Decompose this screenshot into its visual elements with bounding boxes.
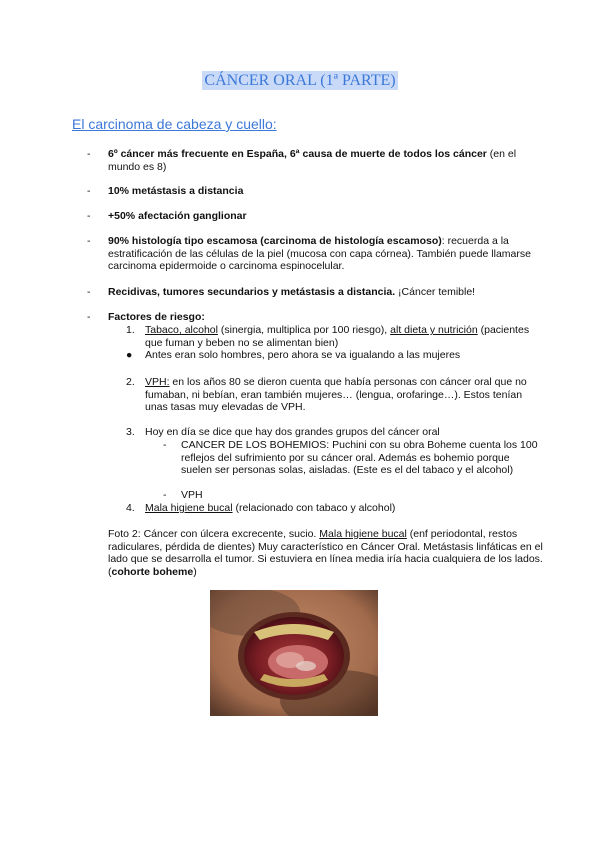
- risk-factor-3-sub: - CANCER DE LOS BOHEMIOS: Puchini con su obra Boheme cuenta los 100 reflejos del sufrimiento por su cáncer oral. Además es bohemio porque suelen ser personas solas, aisladas. (Este es el del tabaco y el alcohol): [163, 439, 538, 477]
- photo-caption: Foto 2: Cáncer con úlcera excrecente, sucio. Mala higiene bucal (enf periodontal, restos radiculares, pérdida de dientes) Muy característico en Cáncer Oral. Metástasis linfáticas en el lado que se desarrolla el tumor. Si estuviera en línea media iría hacia cualquiera de los lados. (cohorte boheme): [108, 528, 543, 578]
- risk-factor-1: 1. Tabaco, alcohol (sinergia, multiplica por 100 riesgo), alt dieta y nutrición (pacientes que fuman y beben no se alimentan bien): [126, 324, 530, 349]
- bullet-item: - Recidivas, tumores secundarios y metástasis a distancia. ¡Cáncer temible!: [87, 286, 476, 298]
- page-title: CÁNCER ORAL (1ª PARTE): [204, 72, 396, 89]
- risk-factor-2: 2. VPH: en los años 80 se dieron cuenta que había personas con cáncer oral que no fumaban, ni bebían, eran también mujeres… (lengua, orofaringe…). Estos tenían unas tasas muy elevadas de VPH.: [126, 376, 527, 414]
- section-heading: El carcinoma de cabeza y cuello:: [72, 116, 277, 132]
- risk-factor-4: 4. Mala higiene bucal (relacionado con tabaco y alcohol): [126, 502, 396, 514]
- bullet-item: - 6º cáncer más frecuente en España, 6ª causa de muerte de todos los cáncer (en el mundo es 8): [87, 148, 517, 173]
- bullet-marker: -: [87, 148, 91, 160]
- bullet-marker: -: [87, 185, 91, 197]
- bullet-item: - Factores de riesgo:: [87, 311, 205, 323]
- bullet-item: - 90% histología tipo escamosa (carcinoma de histología escamoso): recuerda a la estratificación de las células de la piel (mucosa con capa córnea). También puede llamarse carcinoma epidermoide o carcinoma espinocelular.: [87, 235, 531, 273]
- bullet-marker: -: [87, 210, 91, 222]
- risk-factor-3-sub: - VPH: [163, 489, 203, 501]
- bullet-marker: -: [87, 235, 91, 247]
- bullet-item: - 10% metástasis a distancia: [87, 185, 244, 197]
- bullet-dot-icon: ●: [126, 349, 133, 361]
- risk-factor-3: 3. Hoy en día se dice que hay dos grandes grupos del cáncer oral: [126, 426, 440, 438]
- bullet-marker: -: [87, 286, 91, 298]
- oral-cancer-photo: [210, 590, 378, 716]
- risk-factor-note: ● Antes eran solo hombres, pero ahora se va igualando a las mujeres: [126, 349, 461, 361]
- bullet-marker: -: [87, 311, 91, 323]
- bullet-item: - +50% afectación ganglionar: [87, 210, 247, 222]
